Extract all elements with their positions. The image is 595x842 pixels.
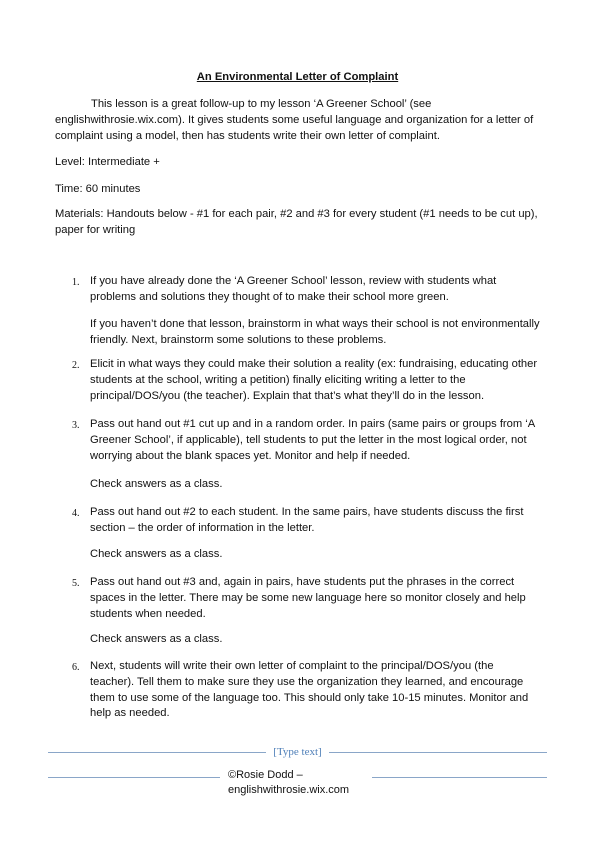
step-number: 1. [72, 277, 80, 288]
step-text: Pass out hand out #1 cut up and in a random order. In pairs (same pairs or groups from ‘A Greener School’, if applicable), tell students to put the letter in the most logical order, not worrying about the blank spaces yet. Monitor and help if needed. [90, 418, 535, 462]
time-line: Time: 60 minutes [55, 183, 141, 195]
step-text: Pass out hand out #3 and, again in pairs, have students put the phrases in the correct spaces in the letter. There may be some new language here so monitor closely and help students when needed. [90, 576, 526, 620]
step-number: 2. [72, 360, 80, 371]
intro-paragraph: This lesson is a great follow-up to my lesson ‘A Greener School’ (see englishwithrosie.wix.com). It gives students some useful language and organization for a letter of complaint using a model, then has students write their own letter of complaint. [55, 98, 534, 142]
step-1-note: If you haven’t done that lesson, brainstorm in what ways their school is not environmentally friendly. Next, brainstorm some solutions to these problems. [90, 318, 540, 346]
footer-rule-right [372, 777, 547, 778]
step-3-note: Check answers as a class. [90, 478, 223, 490]
step-4-note: Check answers as a class. [90, 548, 223, 560]
step-text: Elicit in what ways they could make their solution a reality (ex: fundraising, educating other students at the school, writing a petition) finally eliciting writing a letter to the principal/DOS/you (the teacher). Explain that that’s what they’ll do in the lesson. [90, 358, 538, 402]
step-text: Next, students will write their own letter of complaint to the principal/DOS/you (the teacher). Tell them to make sure they use the organization they learned, and encourage them to use some of the language too. This should only take 10-15 minutes. Monitor and help as needed. [90, 660, 529, 720]
step-number: 5. [72, 578, 80, 589]
step-number: 3. [72, 420, 80, 431]
step-text: Pass out hand out #2 to each student. In the same pairs, have students discuss the first section – the order of information in the letter. [90, 506, 524, 534]
materials-line: Materials: Handouts below - #1 for each pair, #2 and #3 for every student (#1 needs to be cut up), paper for writing [55, 208, 538, 236]
footer-placeholder-text[interactable]: [Type text] [273, 746, 322, 758]
step-text: If you have already done the ‘A Greener School’ lesson, review with students what problems and solutions they thought of to make their school more green. [90, 275, 497, 303]
step-5-note: Check answers as a class. [90, 633, 223, 645]
level-line: Level: Intermediate + [55, 156, 160, 168]
credit-website: englishwithrosie.wix.com [228, 784, 350, 796]
step-number: 4. [72, 508, 80, 519]
footer-rule-left [48, 777, 220, 778]
footer-credit [228, 768, 349, 798]
credit-copyright: ©Rosie Dodd – [228, 769, 303, 781]
step-number: 6. [72, 662, 80, 673]
page-title: An Environmental Letter of Complaint [196, 71, 399, 83]
